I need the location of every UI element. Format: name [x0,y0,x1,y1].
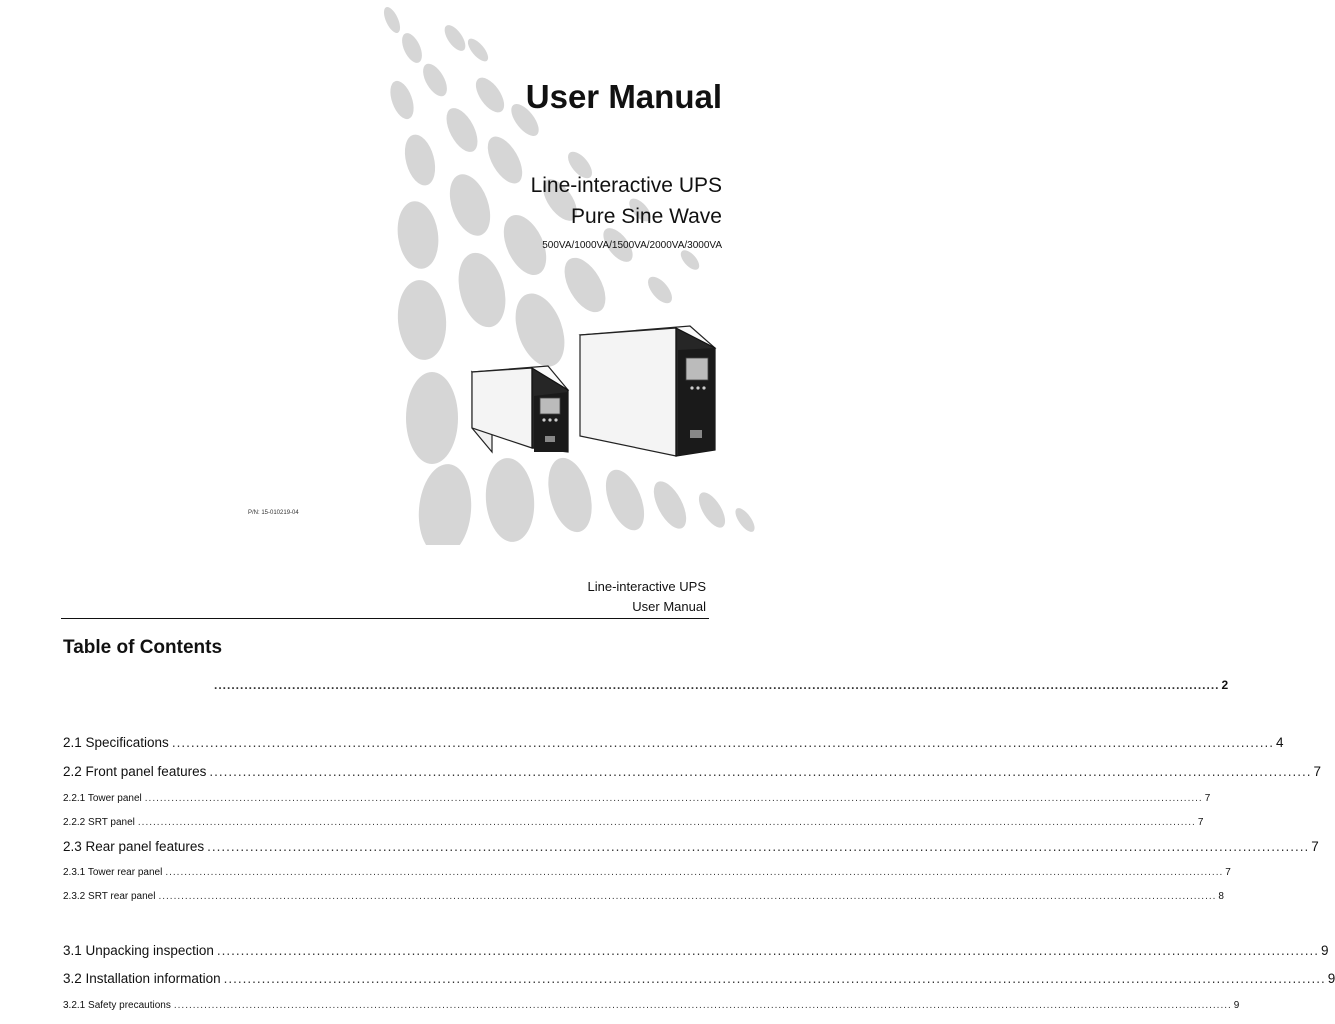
toc-entry[interactable] [63,943,1329,958]
toc-entry-label: 2.1 Specifications [63,735,169,750]
toc-entry-label: 2.3 Rear panel features [63,839,205,854]
running-header-doc: User Manual [632,599,706,614]
toc-entry-label: 3.2.1 Safety precautions [63,1000,171,1011]
toc-entry-leader: ........................................................................................................................................................................................................................................ [207,839,1310,854]
toc-entry-page: 9 [1321,943,1329,958]
toc-entry-label: 2.2.1 Tower panel [63,793,142,804]
toc-entry-page: 2 [1221,678,1229,692]
toc-entry-leader: ........................................................................................................................................................................................................................................ [223,971,1326,986]
toc-entry-label: 2.3.1 Tower rear panel [63,867,163,878]
toc-entry-leader: ........................................................................................................................................................................................................................................................................................ [173,1000,1232,1011]
toc-entry-leader: ........................................................................................................................................................................................................................................ [216,943,1320,958]
part-number: P/N: 15-010219-04 [248,510,299,516]
cover-page [0,0,768,545]
toc-entry-leader: ........................................................................................................................................................................................................................................................................................ [165,867,1224,878]
toc-entry-page: 7 [1197,817,1204,828]
toc-entry-page: 8 [1218,891,1224,902]
cover-subtitle-line1: Line-interactive UPS [530,174,722,197]
toc-page [0,545,1335,1024]
toc-entry-leader: ........................................................................................................................................................................................................................................................................................ [158,891,1217,902]
ups-large-illustration [580,326,715,456]
toc-entry[interactable] [63,764,1322,779]
toc-entry-label: 2.3.2 SRT rear panel [63,891,156,902]
toc-entry-leader: ........................................................................................................................................................................................................................................................................................ [137,817,1196,828]
toc-entry-page: 7 [1313,764,1322,779]
toc-entry-page: 7 [1311,839,1319,854]
toc-entry-leader: ........................................................................................................................................................................................................................................ [171,735,1274,750]
toc-entry-leader: ........................................................................................................................................................................................................................................ [209,764,1312,779]
ups-small-illustration [472,366,568,452]
cover-subtitle-line2: Pure Sine Wave [571,205,722,228]
toc-entry-leader: ........................................................................................................................................................................................................................................ [214,678,1220,692]
cover-title: User Manual [525,78,722,115]
toc-entry-label: 3.2 Installation information [63,971,221,986]
toc-entry[interactable] [63,1000,1240,1011]
toc-entry-label: 3.1 Unpacking inspection [63,943,214,958]
toc-entry[interactable] [63,678,1229,692]
toc-entry[interactable] [63,839,1319,854]
running-header-product: Line-interactive UPS [587,579,706,594]
cover-model-list: 500VA/1000VA/1500VA/2000VA/3000VA [542,240,722,251]
header-rule [61,618,709,619]
toc-title: Table of Contents [63,637,223,658]
toc-entry-page: 9 [1327,971,1335,986]
toc-entry-label: 2.2 Front panel features [63,764,207,779]
toc-entry[interactable] [63,971,1335,986]
toc-entry-page: 9 [1233,1000,1240,1011]
toc-entry[interactable] [63,735,1284,750]
toc-entry[interactable] [63,817,1204,828]
toc-entry[interactable] [63,867,1231,878]
running-header [588,577,707,617]
toc-entry[interactable] [63,793,1211,804]
toc-entry[interactable] [63,891,1224,902]
toc-entry-page: 4 [1275,735,1284,750]
toc-entry-leader: ........................................................................................................................................................................................................................................................................................ [144,793,1203,804]
toc-entry-page: 7 [1225,867,1231,878]
toc-entry-page: 7 [1204,793,1211,804]
toc-entry-label: 2.2.2 SRT panel [63,817,135,828]
